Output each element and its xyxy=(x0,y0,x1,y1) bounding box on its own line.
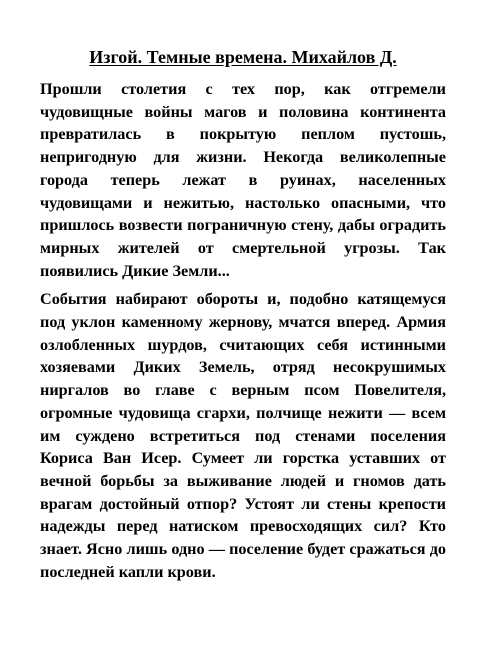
paragraph-plot: События набирают обороты и, подобно катящемуся под уклон каменному жернову, мчатся вперед. Армия озлобленных шурдов, считающих себя истинными хозяевами Диких Земель, отряд несокрушимых ниргалов во главе с верным псом Повелителя, огромные чудовища сгархи, полчище нежити — всем им суждено встретиться под стенами поселения Кориса Ван Исер. Сумеет ли горстка уставших от вечной борьбы за выживание людей и гномов дать врагам достойный отпор? Устоят ли стены крепости надежды перед натиском превосходящих сил? Кто знает. Ясно лишь одно — поселение будет сражаться до последней капли крови. xyxy=(40,290,446,581)
document-page xyxy=(40,46,446,589)
document-title: Изгой. Темные времена. Михайлов Д. xyxy=(89,47,397,67)
paragraph-intro: Прошли столетия с тех пор, как отгремели чудовищные войны магов и половина континента превратилась в покрытую пеплом пустошь, непригодную для жизни. Некогда великолепные города теперь лежат в руинах, населенных чудовищами и нежитью, настолько опасными, что пришлось возвести пограничную стену, дабы оградить мирных жителей от смертельной угрозы. Так появились Дикие Земли... xyxy=(40,80,446,280)
